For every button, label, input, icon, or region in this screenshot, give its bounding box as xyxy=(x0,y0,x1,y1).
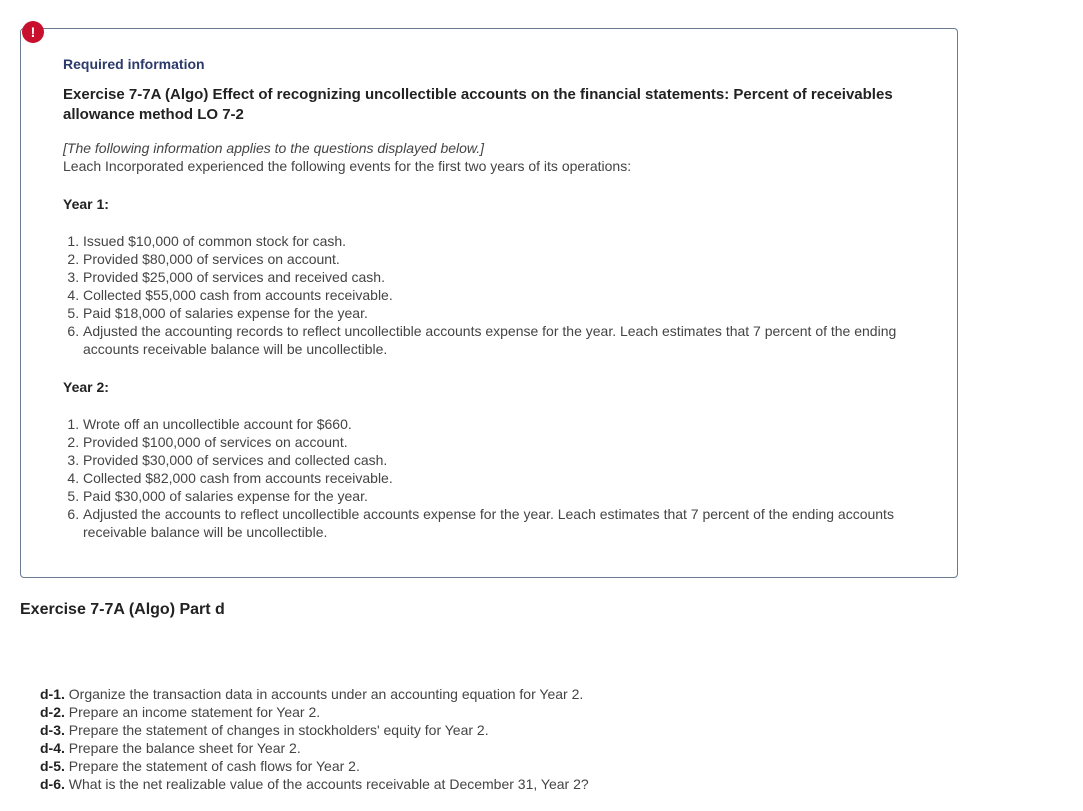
info-content xyxy=(63,55,923,541)
task-number: d-4. xyxy=(40,740,65,756)
list-item: 6. Adjusted the accounts to reflect uncollectible accounts expense for the year. Leach estimates that 7 percent of the ending accounts receivable balance will be uncollectible. xyxy=(83,505,923,541)
task-number: d-2. xyxy=(40,704,65,720)
task-text: Prepare the balance sheet for Year 2. xyxy=(68,740,301,756)
task-text: Prepare the statement of cash flows for Year 2. xyxy=(68,758,360,774)
task-item xyxy=(40,721,940,739)
task-number: d-3. xyxy=(40,722,65,738)
year-2-label: Year 2: xyxy=(63,379,109,395)
alert-icon: ! xyxy=(22,21,44,43)
task-number: d-5. xyxy=(40,758,65,774)
list-item: 5. Paid $18,000 of salaries expense for the year. xyxy=(83,304,923,322)
list-item: 1. Wrote off an uncollectible account for $660. xyxy=(83,415,923,433)
task-text: Prepare an income statement for Year 2. xyxy=(68,704,321,720)
list-item: 4. Collected $82,000 cash from accounts receivable. xyxy=(83,469,923,487)
list-item: 6. Adjusted the accounting records to reflect uncollectible accounts expense for the year. Leach estimates that 7 percent of the ending accounts receivable balance will be uncollectible. xyxy=(83,322,923,358)
task-text: Organize the transaction data in accounts under an accounting equation for Year 2. xyxy=(68,686,584,702)
list-item: 2. Provided $100,000 of services on account. xyxy=(83,433,923,451)
year-1-label: Year 1: xyxy=(63,196,109,212)
task-item xyxy=(40,703,940,721)
part-title: Exercise 7-7A (Algo) Part d xyxy=(20,601,225,618)
task-list xyxy=(40,685,940,793)
list-item: 3. Provided $30,000 of services and collected cash. xyxy=(83,451,923,469)
year-1-events xyxy=(63,232,923,358)
task-number: d-1. xyxy=(40,686,65,702)
list-item: 3. Provided $25,000 of services and received cash. xyxy=(83,268,923,286)
list-item: 4. Collected $55,000 cash from accounts receivable. xyxy=(83,286,923,304)
applies-note: [The following information applies to the questions displayed below.] xyxy=(63,140,485,156)
list-item: 1. Issued $10,000 of common stock for cash. xyxy=(83,232,923,250)
task-text: What is the net realizable value of the accounts receivable at December 31, Year 2? xyxy=(68,776,589,792)
list-item: 5. Paid $30,000 of salaries expense for the year. xyxy=(83,487,923,505)
task-item xyxy=(40,685,940,703)
required-information-heading: Required information xyxy=(63,56,205,72)
required-information-box xyxy=(20,28,958,578)
task-item xyxy=(40,739,940,757)
exercise-title: Exercise 7-7A (Algo) Effect of recognizing uncollectible accounts on the financial statements: Percent of receivables allowance method LO 7-2 xyxy=(63,86,893,123)
task-item xyxy=(40,757,940,775)
task-number: d-6. xyxy=(40,776,65,792)
year-2-events xyxy=(63,415,923,541)
intro-text: Leach Incorporated experienced the following events for the first two years of its operations: xyxy=(63,158,632,174)
task-text: Prepare the statement of changes in stockholders' equity for Year 2. xyxy=(68,722,489,738)
task-item xyxy=(40,775,940,793)
list-item: 2. Provided $80,000 of services on account. xyxy=(83,250,923,268)
